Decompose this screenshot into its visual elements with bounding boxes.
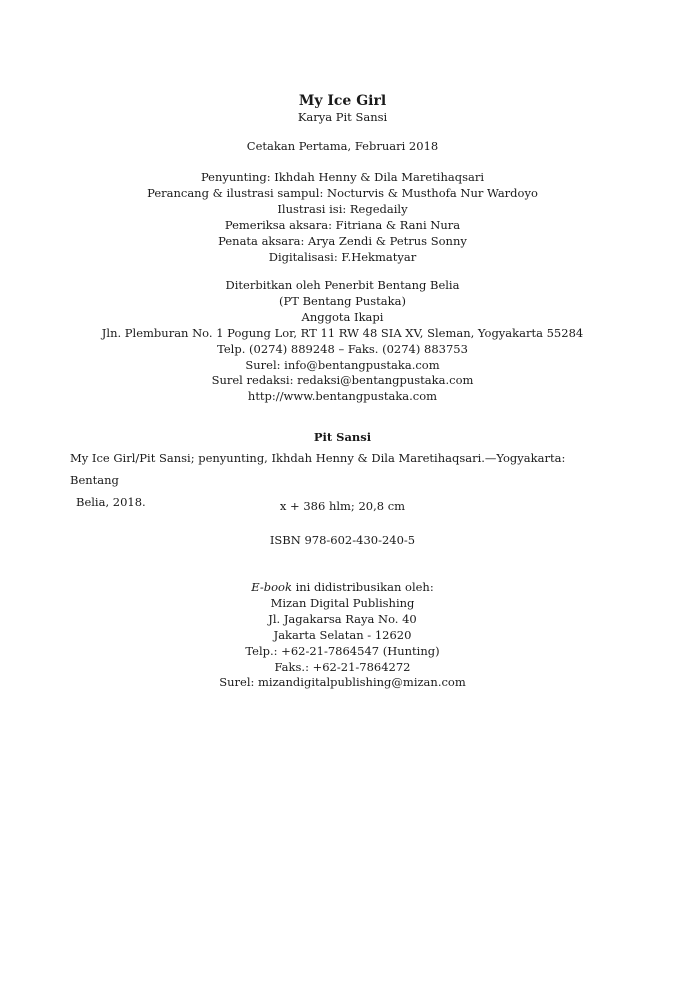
edition-text: Cetakan Pertama, Februari 2018 xyxy=(246,139,439,153)
publisher-editorial-email: Surel redaksi: redaksi@bentangpustaka.com xyxy=(211,373,474,388)
book-author-line: Karya Pit Sansi xyxy=(297,110,388,124)
distribution-line: Mizan Digital Publishing xyxy=(270,595,415,610)
cip-isbn: ISBN 978-602-430-240-5 xyxy=(269,533,416,547)
credit-line: Penyunting: Ikhdah Henny & Dila Maretihaqsari xyxy=(200,170,485,184)
ebook-word: E-book xyxy=(251,580,292,594)
distribution-line: Telp.: +62-21-7864547 (Hunting) xyxy=(245,643,440,658)
distribution-intro-rest: ini didistribusikan oleh: xyxy=(291,580,434,594)
cip-author-block xyxy=(0,429,685,445)
publisher-line: Anggota Ikapi xyxy=(301,309,384,324)
distribution-intro xyxy=(0,580,685,596)
credit-line: Penata aksara: Arya Zendi & Petrus Sonny xyxy=(218,233,467,248)
publisher-address: Jln. Plemburan No. 1 Pogung Lor, RT 11 RW 48 SIA XV, Sleman, Yogyakarta 55284 xyxy=(101,325,584,340)
distribution-block xyxy=(0,580,685,691)
publisher-line: Diterbitkan oleh Penerbit Bentang Belia xyxy=(225,278,460,292)
title-block xyxy=(0,92,685,126)
distribution-line: Jl. Jagakarsa Raya No. 40 xyxy=(268,611,417,626)
credit-line: Pemeriksa aksara: Fitriana & Rani Nura xyxy=(224,217,461,232)
credit-line: Digitalisasi: F.Hekmatyar xyxy=(268,249,417,264)
cip-description-line: My Ice Girl/Pit Sansi; penyunting, Ikhdah Henny & Dila Maretihaqsari.—Yogyakarta: Bentang xyxy=(70,451,566,487)
credit-line: Perancang & ilustrasi sampul: Nocturvis & Musthofa Nur Wardoyo xyxy=(147,185,538,200)
credits-block xyxy=(0,170,685,265)
publisher-website: http://www.bentangpustaka.com xyxy=(247,389,438,404)
credit-line: Ilustrasi isi: Regedaily xyxy=(277,201,408,216)
publisher-phone: Telp. (0274) 889248 – Faks. (0274) 883753 xyxy=(217,341,468,356)
cip-description-line-text: Belia, 2018. xyxy=(76,495,146,509)
distribution-line: Surel: mizandigitalpublishing@mizan.com xyxy=(219,675,466,690)
cip-author: Pit Sansi xyxy=(313,430,372,444)
publisher-email: Surel: info@bentangpustaka.com xyxy=(245,357,440,372)
cip-isbn-block xyxy=(0,533,685,549)
book-title: My Ice Girl xyxy=(298,93,387,109)
distribution-line: Faks.: +62-21-7864272 xyxy=(274,659,411,674)
cip-pages: x + 386 hlm; 20,8 cm xyxy=(279,499,406,513)
publisher-line: (PT Bentang Pustaka) xyxy=(279,293,406,308)
distribution-line: Jakarta Selatan - 12620 xyxy=(273,627,412,642)
cip-pages-block xyxy=(0,499,685,515)
edition-block xyxy=(0,139,685,155)
publisher-block xyxy=(0,278,685,405)
